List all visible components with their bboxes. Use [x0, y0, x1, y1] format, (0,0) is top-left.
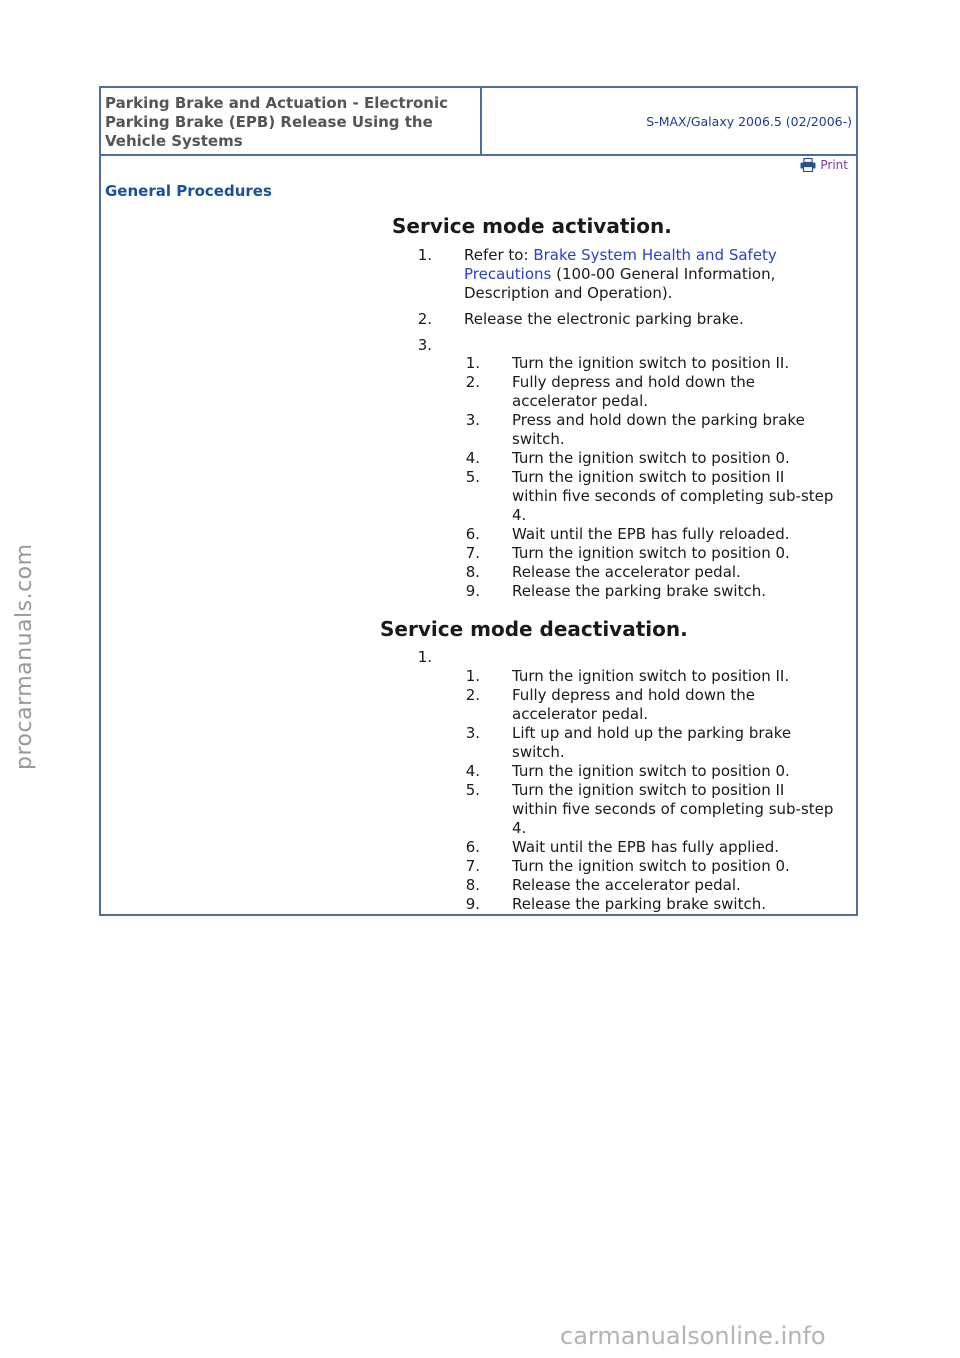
substep-text: Release the parking brake switch.: [512, 582, 766, 600]
substep-text: Turn the ignition switch to position II.: [512, 667, 790, 685]
substep-text: switch.: [512, 743, 565, 761]
substep-number: 3.: [465, 411, 480, 429]
substep-text: Turn the ignition switch to position 0.: [512, 762, 790, 780]
substep-number: 6.: [465, 838, 480, 856]
step-2-text: Release the electronic parking brake.: [464, 310, 744, 328]
substep-number: 8.: [465, 876, 480, 894]
substep-text: 4.: [512, 506, 527, 524]
substep-number: 4.: [465, 762, 480, 780]
header-divider: [480, 88, 482, 154]
substep-text: Release the accelerator pedal.: [512, 876, 741, 894]
section-label: General Procedures: [105, 182, 272, 200]
header-bar: [101, 88, 856, 156]
health-safety-link[interactable]: Brake System Health and Safety: [533, 246, 777, 264]
substep-text: accelerator pedal.: [512, 392, 649, 410]
substep-text: switch.: [512, 430, 565, 448]
substep-text: Turn the ignition switch to position 0.: [512, 544, 790, 562]
print-button[interactable]: [800, 158, 848, 172]
substep-number: 2.: [465, 686, 480, 704]
substep-text: Fully depress and hold down the: [512, 686, 756, 704]
substep-text: Release the accelerator pedal.: [512, 563, 741, 581]
title-line-2: Parking Brake (EPB) Release Using the: [105, 113, 433, 131]
step-1-line-3: Description and Operation).: [464, 284, 673, 302]
substep-number: 5.: [465, 781, 480, 799]
substep-number: 6.: [465, 525, 480, 543]
step-1-rest: (100-00 General Information,: [551, 265, 776, 283]
substep-number: 7.: [465, 857, 480, 875]
precautions-link[interactable]: Precautions: [464, 265, 552, 283]
title-line-3: Vehicle Systems: [105, 132, 243, 150]
step-number: 1.: [417, 648, 432, 666]
substep-text: Wait until the EPB has fully reloaded.: [512, 525, 790, 543]
substep-text: within five seconds of completing sub-step: [512, 487, 834, 505]
substep-text: 4.: [512, 819, 527, 837]
printer-icon: [800, 158, 816, 172]
substep-number: 9.: [465, 895, 480, 913]
substep-text: Turn the ignition switch to position II: [512, 781, 785, 799]
side-watermark: procarmanuals.com: [12, 543, 37, 770]
procedure-frame: [99, 86, 858, 916]
step-number: 3.: [417, 336, 432, 354]
substep-text: Turn the ignition switch to position 0.: [512, 857, 790, 875]
substep-number: 4.: [465, 449, 480, 467]
substep-text: Turn the ignition switch to position II: [512, 468, 785, 486]
substep-number: 1.: [465, 667, 480, 685]
substep-number: 9.: [465, 582, 480, 600]
refer-prefix: Refer to:: [464, 246, 534, 264]
substep-text: Fully depress and hold down the: [512, 373, 756, 391]
substep-text: Turn the ignition switch to position 0.: [512, 449, 790, 467]
step-number: 1.: [417, 246, 432, 264]
substep-text: within five seconds of completing sub-step: [512, 800, 834, 818]
footer-watermark: carmanualsonline.info: [560, 1322, 826, 1350]
substep-text: Wait until the EPB has fully applied.: [512, 838, 779, 856]
activation-heading: Service mode activation.: [392, 214, 672, 238]
step-1-line-1: [464, 246, 777, 265]
title-line-1: Parking Brake and Actuation - Electronic: [105, 94, 449, 112]
vehicle-model: S-MAX/Galaxy 2006.5 (02/2006-): [646, 114, 852, 129]
substep-number: 3.: [465, 724, 480, 742]
substep-text: Turn the ignition switch to position II.: [512, 354, 790, 372]
substep-number: 5.: [465, 468, 480, 486]
substep-text: Lift up and hold up the parking brake: [512, 724, 792, 742]
substep-text: accelerator pedal.: [512, 705, 649, 723]
step-1-line-2: [464, 265, 775, 284]
page-title: [105, 94, 475, 151]
substep-text: Press and hold down the parking brake: [512, 411, 805, 429]
substep-number: 7.: [465, 544, 480, 562]
deactivation-heading: Service mode deactivation.: [380, 617, 688, 641]
substep-text: Release the parking brake switch.: [512, 895, 766, 913]
print-label: Print: [820, 158, 848, 172]
substep-number: 1.: [465, 354, 480, 372]
substep-number: 2.: [465, 373, 480, 391]
substep-number: 8.: [465, 563, 480, 581]
step-number: 2.: [417, 310, 432, 328]
